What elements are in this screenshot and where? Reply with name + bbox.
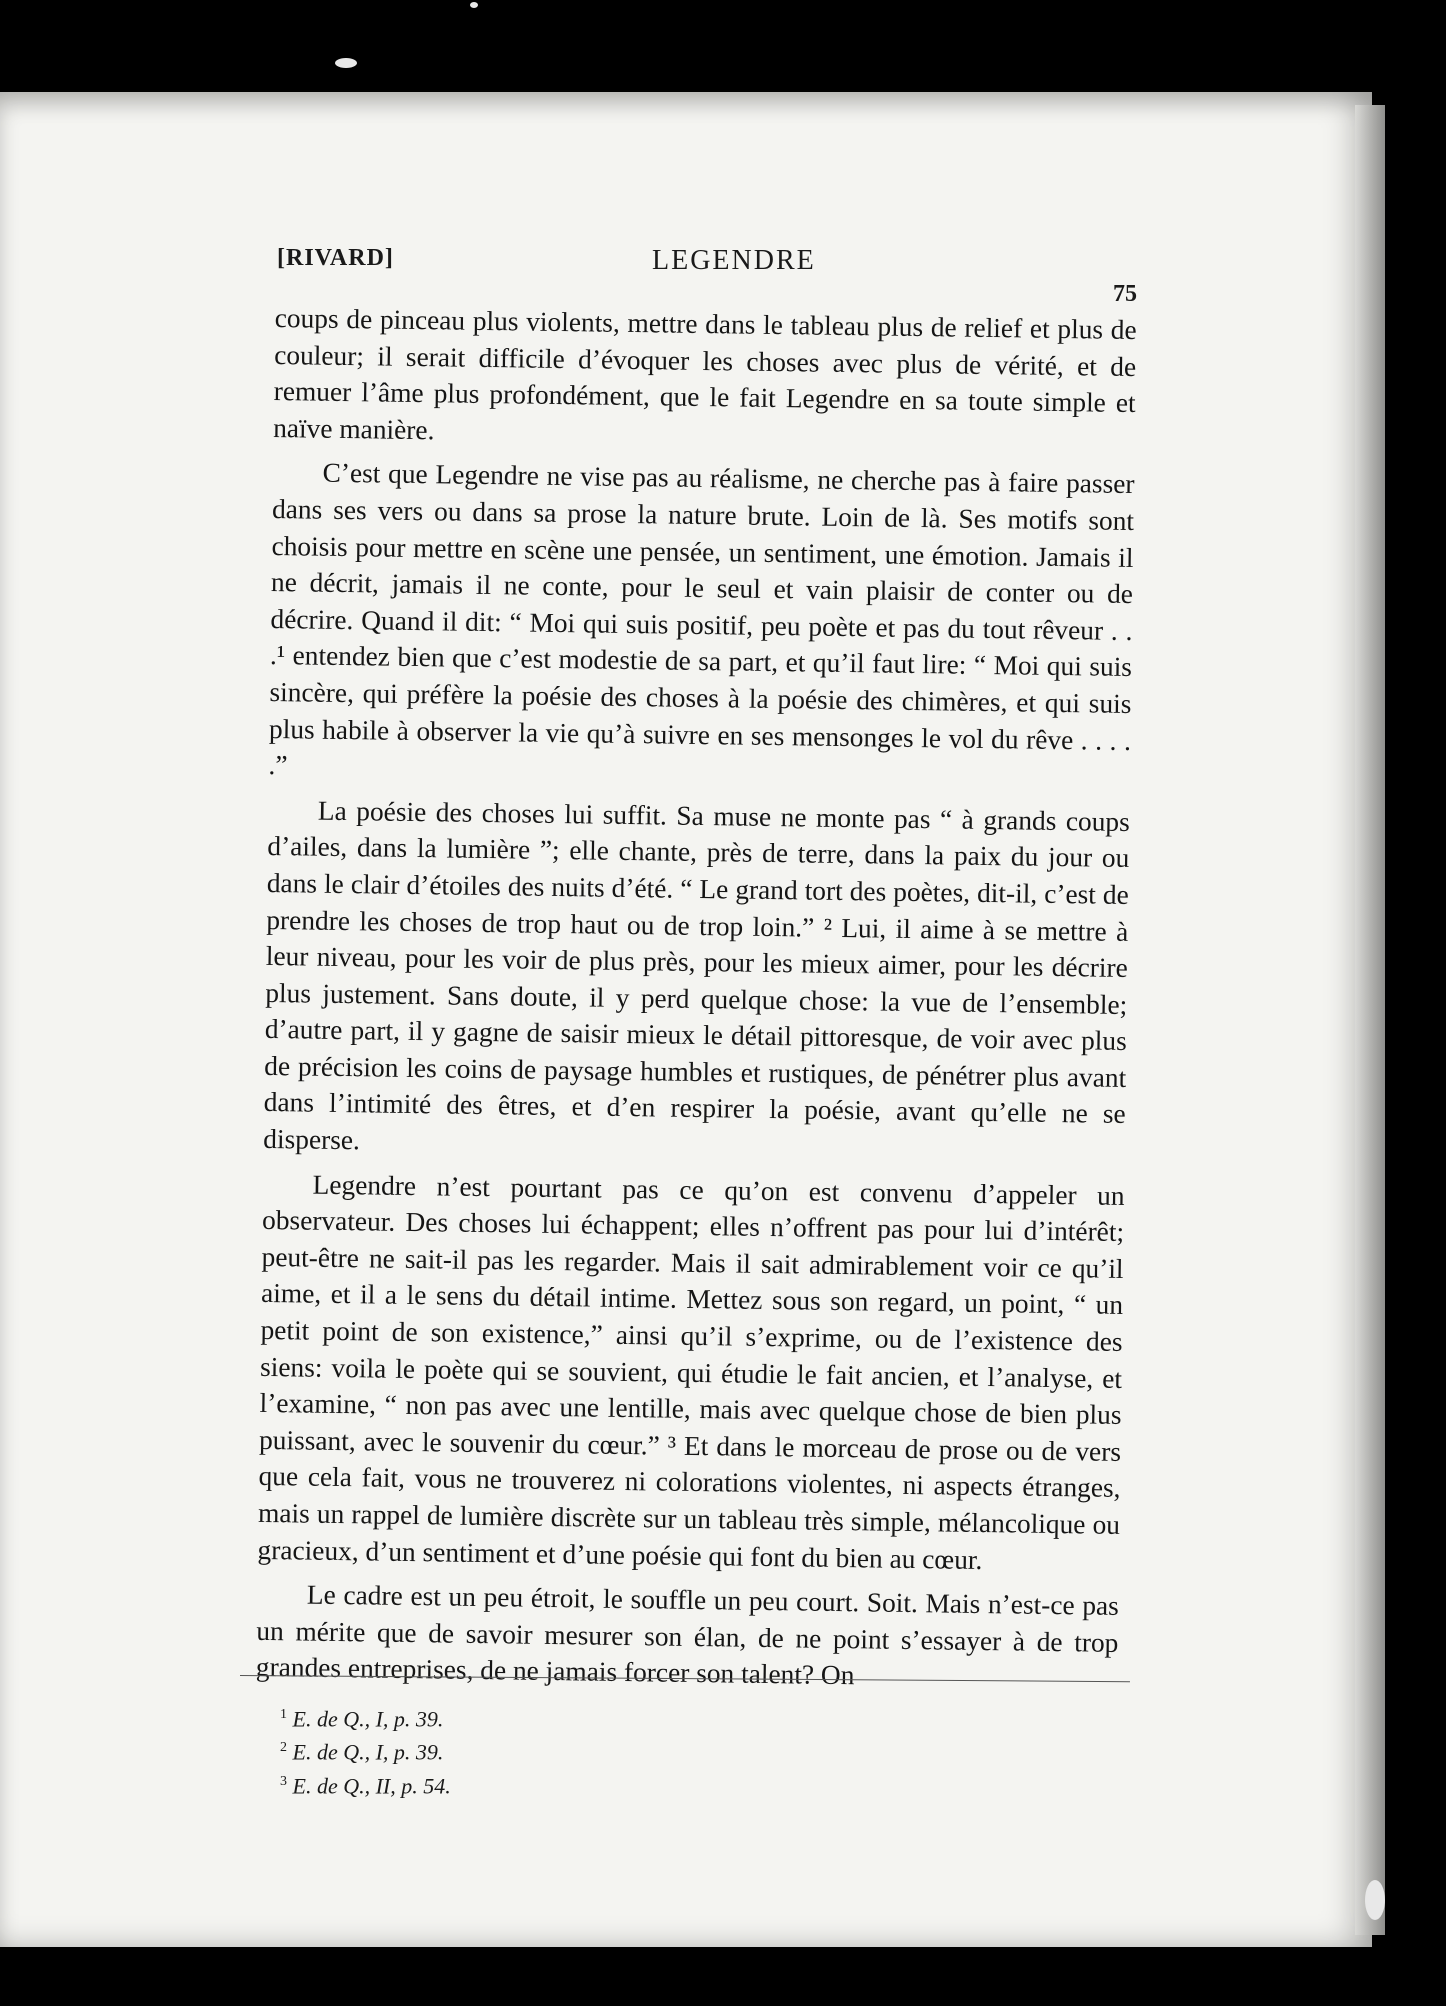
footnote [280, 1733, 780, 1766]
running-title: LEGENDRE [652, 245, 816, 276]
footnotes [280, 1700, 780, 1800]
footnote-text: E. de Q., I, p. 39. [292, 1706, 444, 1732]
footnote-text: E. de Q., II, p. 54. [292, 1772, 451, 1798]
dust-speck [335, 58, 357, 68]
paragraph: coups de pinceau plus violents, mettre dans le tableau plus de relief et plus de couleur; il serait difficile d’évoquer les choses avec plus de vérité, et de remuer l’âme plus profondément, que le fait Legendre en sa toute simple et naïve manière. [273, 302, 1137, 446]
paragraph: Le cadre est un peu étroit, le souffle un peu court. Soit. Mais n’est-ce pas un mérite que de savoir mesurer son élan, de ne point s’essayer à de trop grandes entreprises, de ne jamais forcer son talent? On [255, 1579, 1120, 1691]
paragraph: La poésie des choses lui suffit. Sa muse ne monte pas “ à grands coups d’ailes, dans la lumière ”; elle chante, près de terre, dans la paix du jour ou dans le clair d’étoiles des nuits d’été. “ Le grand tort des poètes, dit-il, c’est de prendre les choses de trop haut ou de trop loin.” ² Lui, il aime à se mettre à leur niveau, pour les voir de plus près, pour les mieux aimer, pour les décrire plus justement. Sans doute, il y perd quelque chose: la vue de l’ensemble; d’autre part, il y gagne de saisir mieux le détail pittoresque, de voir avec plus de précision les coins de paysage humbles et rustiques, de pénétrer plus avant dans l’intimité des êtres, et d’en respirer la poésie, avant qu’elle ne se disperse. [263, 795, 1131, 1156]
running-header [277, 245, 1137, 307]
dust-speck [470, 2, 478, 8]
footnote [280, 1700, 780, 1733]
paragraph: Legendre n’est pourtant pas ce qu’on est convenu d’appeler un observateur. Des choses lui échappent; elles n’offrent pas pour lui d’intérêt; peut-être ne sait-il pas les regarder. Mais il sait admirablement voir ce qu’il aime, et il a le sens du détail intime. Mettez sous son regard, un point, “ un petit point de son existence,” ainsi qu’il s’exprime, ou de l’existence des siens: voila le poète qui se souvient, qui étudie le fait ancien, et l’analyse, et l’examine, “ non pas avec une lentille, mais avec quelque chose de bien plus puissant, avec le souvenir du cœur.” ³ Et dans le morceau de prose ou de vers que cela fait, vous ne trouverez ni colorations violentes, ni aspects étranges, mais un rappel de lumière discrète sur un tableau très simple, mélancolique ou gracieux, d’un sentiment et d’une poésie qui font du bien au cœur. [257, 1169, 1125, 1575]
footnote-mark: 3 [280, 1773, 287, 1789]
dust-speck [1365, 1880, 1385, 1920]
page-number: 75 [1113, 281, 1137, 307]
running-author: [RIVARD] [277, 245, 394, 271]
footnote-text: E. de Q., I, p. 39. [292, 1739, 444, 1765]
footnote [280, 1767, 780, 1800]
footnote-mark: 1 [280, 1707, 287, 1722]
footnote-mark: 2 [280, 1740, 287, 1756]
body-text [256, 300, 1137, 1706]
paragraph: C’est que Legendre ne vise pas au réalisme, ne cherche pas à faire passer dans ses vers ou dans sa prose la nature brute. Loin de là. Ses motifs sont choisis pour mettre en scène une pensée, un sentiment, une émotion. Jamais il ne décrit, jamais il ne conte, pour le seul et vain plaisir de conter ou de décrire. Quand il dit: “ Moi qui suis positif, peu poète et pas du tout rêveur . . .¹ entendez bien que c’est modestie de sa part, et qu’il faut lire: “ Moi qui suis sincère, qui préfère la poésie des choses à la poésie des chimères, et qui suis plus habile à observer la vie qu’à suivre en ses mensonges le vol du rêve . . . . .” [268, 458, 1135, 781]
page-edge [1355, 105, 1385, 1935]
